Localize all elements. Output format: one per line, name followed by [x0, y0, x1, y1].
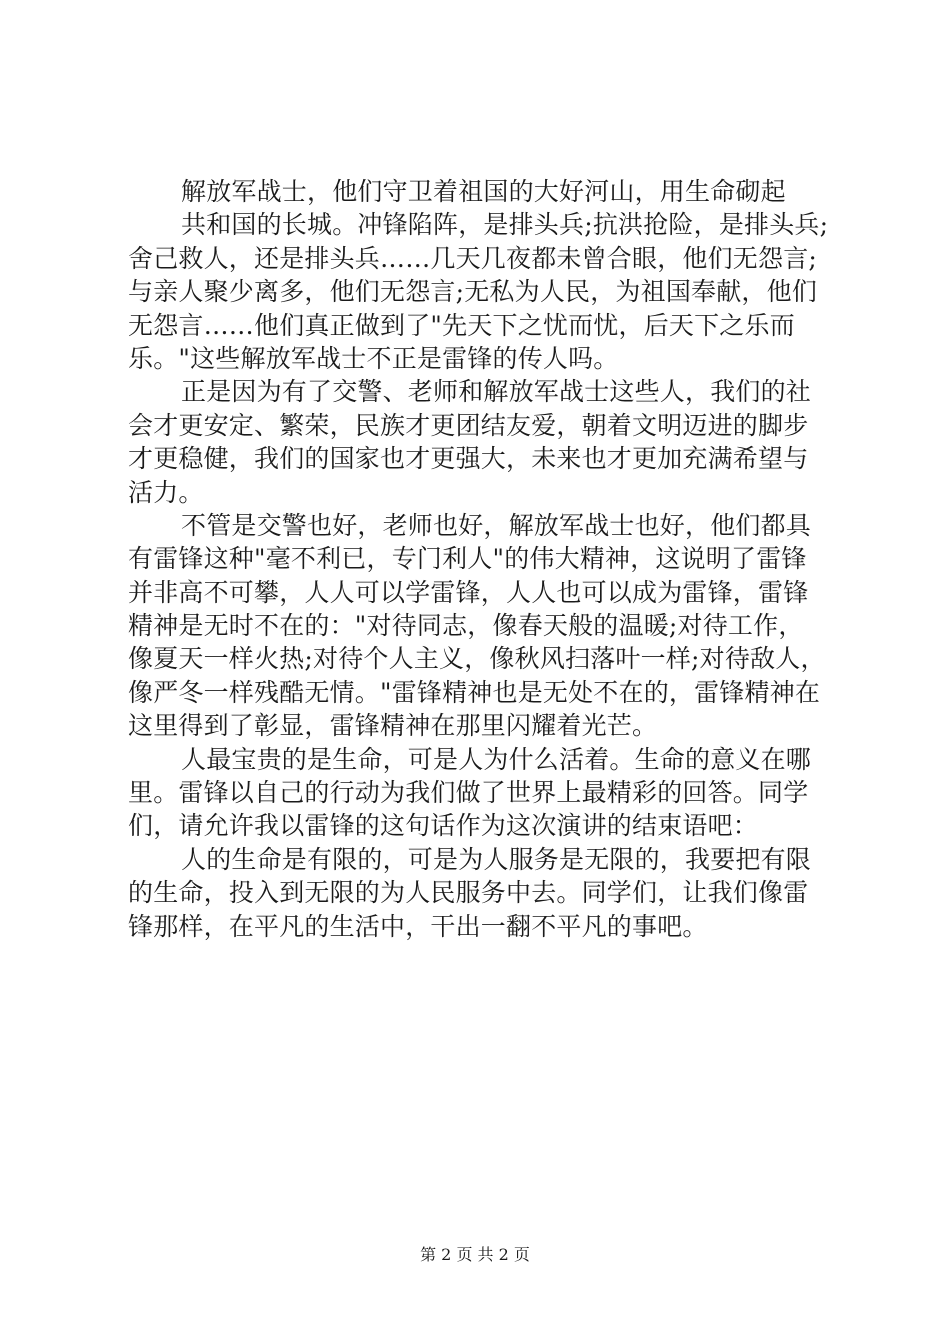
text-line: 们，请允许我以雷锋的这句话作为这次演讲的结束语吧： [128, 811, 759, 841]
text-line: 人最宝贵的是生命，可是人为什么活着。生命的意义在哪 [181, 744, 812, 774]
text-line: 不管是交警也好，老师也好，解放军战士也好，他们都具 [181, 510, 812, 540]
text-line: 精神是无时不在的："对待同志，像春天般的温暖;对待工作， [128, 611, 804, 641]
text-line: 正是因为有了交警、老师和解放军战士这些人，我们的社 [181, 377, 812, 407]
page-number-footer: 第 2 页 共 2 页 [420, 1245, 530, 1264]
text-line: 活力。 [128, 477, 204, 507]
text-line: 解放军战士，他们守卫着祖国的大好河山，用生命砌起 [181, 177, 786, 206]
text-line: 舍己救人，还是排头兵……几天几夜都未曾合眼，他们无怨言; [128, 243, 818, 273]
text-line: 并非高不可攀，人人可以学雷锋，人人也可以成为雷锋，雷锋 [128, 577, 809, 607]
text-line: 有雷锋这种"毫不利已，专门利人"的伟大精神，这说明了雷锋 [128, 544, 807, 574]
text-line: 无怨言……他们真正做到了"先天下之忧而忧，后天下之乐而 [128, 310, 795, 340]
text-line: 会才更安定、繁荣，民族才更团结友爱，朝着文明迈进的脚步 [128, 410, 809, 440]
document-body [128, 175, 828, 943]
text-line: 这里得到了彰显，雷锋精神在那里闪耀着光芒。 [128, 711, 658, 741]
text-line: 像严冬一样残酷无情。"雷锋精神也是无处不在的，雷锋精神在 [128, 677, 821, 707]
text-line: 像夏天一样火热;对待个人主义，像秋风扫落叶一样;对待敌人， [128, 644, 826, 674]
text-line: 共和国的长城。冲锋陷阵，是排头兵;抗洪抢险，是排头兵; [181, 210, 829, 240]
text-line: 才更稳健，我们的国家也才更强大，未来也才更加充满希望与 [128, 444, 809, 474]
text-line: 人的生命是有限的，可是为人服务是无限的，我要把有限 [181, 844, 812, 874]
text-line: 的生命，投入到无限的为人民服务中去。同学们，让我们像雷 [128, 878, 809, 908]
text-line: 与亲人聚少离多，他们无怨言;无私为人民，为祖国奉献，他们 [128, 277, 818, 307]
text-line: 锋那样，在平凡的生活中，干出一翻不平凡的事吧。 [128, 911, 708, 941]
text-line: 里。雷锋以自己的行动为我们做了世界上最精彩的回答。同学 [128, 778, 809, 808]
text-line: 乐。"这些解放军战士不正是雷锋的传人吗。 [128, 343, 619, 373]
